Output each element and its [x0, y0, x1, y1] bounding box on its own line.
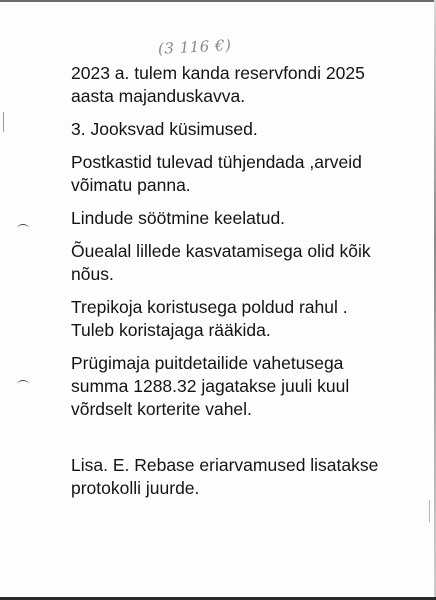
paragraph-bird-feeding: Lindude söötmine keelatud. — [71, 208, 286, 228]
paragraph-mailboxes: Postkastid tulevad tühjendada ,arveid võimatu panna. — [71, 152, 362, 195]
paragraph-stairwell-cleaning: Trepikoja koristusega poldud rahul . Tuleb koristajaga rääkida. — [71, 297, 348, 340]
paragraph-attachment-note: Lisa. E. Rebase eriarvamused lisatakse protokolli juurde. — [71, 455, 379, 498]
paragraph-current-issues-heading: 3. Jooksvad küsimused. — [71, 119, 258, 139]
paragraph-yard-flowers: Õuealal lillede kasvatamisega olid kõik nõus. — [71, 241, 371, 284]
document-body — [71, 62, 426, 500]
scan-mark — [429, 500, 430, 522]
paragraph-reserve-fund: 2023 a. tulem kanda reservfondi 2025 aasta majanduskavva. — [71, 63, 365, 106]
scan-mark — [3, 112, 4, 132]
punch-hole-icon — [17, 380, 29, 389]
scan-edge-top — [0, 0, 436, 2]
paragraph-garbage-house-repair: Prügimaja puitdetailide vahetusega summa 1288.32 jagatakse juuli kuul võrdselt korterite vahel. — [71, 353, 350, 419]
punch-hole-icon — [17, 224, 29, 233]
handwritten-amount-note: (3 116 €) — [157, 36, 232, 58]
